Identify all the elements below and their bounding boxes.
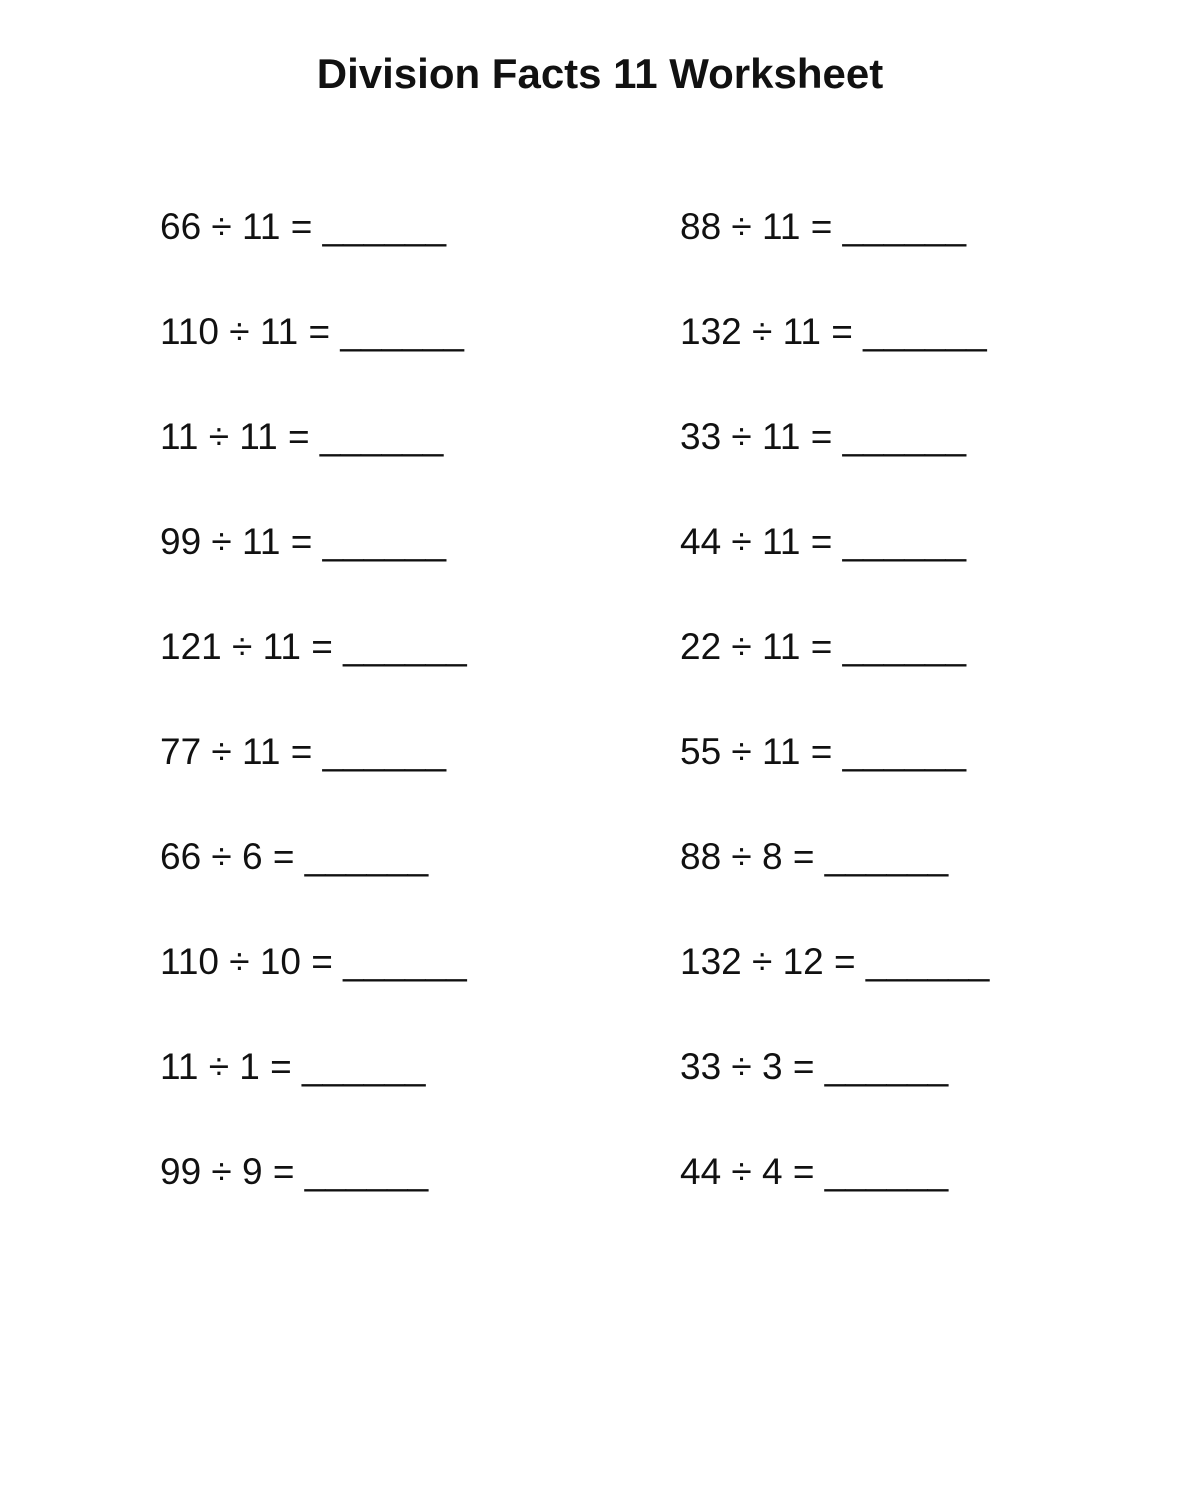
problem-item: 55 ÷ 11 = ______ [680, 731, 967, 772]
problem-item: 66 ÷ 6 = ______ [160, 836, 429, 877]
problem-item: 44 ÷ 11 = ______ [680, 521, 967, 562]
problem-item: 99 ÷ 9 = ______ [160, 1151, 429, 1192]
problem-item: 44 ÷ 4 = ______ [680, 1151, 949, 1192]
problem-item: 99 ÷ 11 = ______ [160, 521, 447, 562]
problem-item: 11 ÷ 11 = ______ [160, 416, 444, 457]
problem-item: 88 ÷ 8 = ______ [680, 836, 949, 877]
problem-item: 22 ÷ 11 = ______ [680, 626, 967, 667]
problem-item: 66 ÷ 11 = ______ [160, 206, 447, 247]
problem-item: 132 ÷ 12 = ______ [680, 941, 990, 982]
problem-item: 11 ÷ 1 = ______ [160, 1046, 426, 1087]
problem-item: 132 ÷ 11 = ______ [680, 311, 987, 352]
problem-item: 110 ÷ 11 = ______ [160, 311, 464, 352]
problem-item: 121 ÷ 11 = ______ [160, 626, 467, 667]
problem-item: 33 ÷ 11 = ______ [680, 416, 967, 457]
page-title: Division Facts 11 Worksheet [316, 50, 884, 97]
problem-item: 110 ÷ 10 = ______ [160, 941, 467, 982]
problem-item: 77 ÷ 11 = ______ [160, 731, 447, 772]
problem-grid [160, 204, 1120, 1254]
problem-item: 88 ÷ 11 = ______ [680, 206, 967, 247]
problem-item: 33 ÷ 3 = ______ [680, 1046, 949, 1087]
